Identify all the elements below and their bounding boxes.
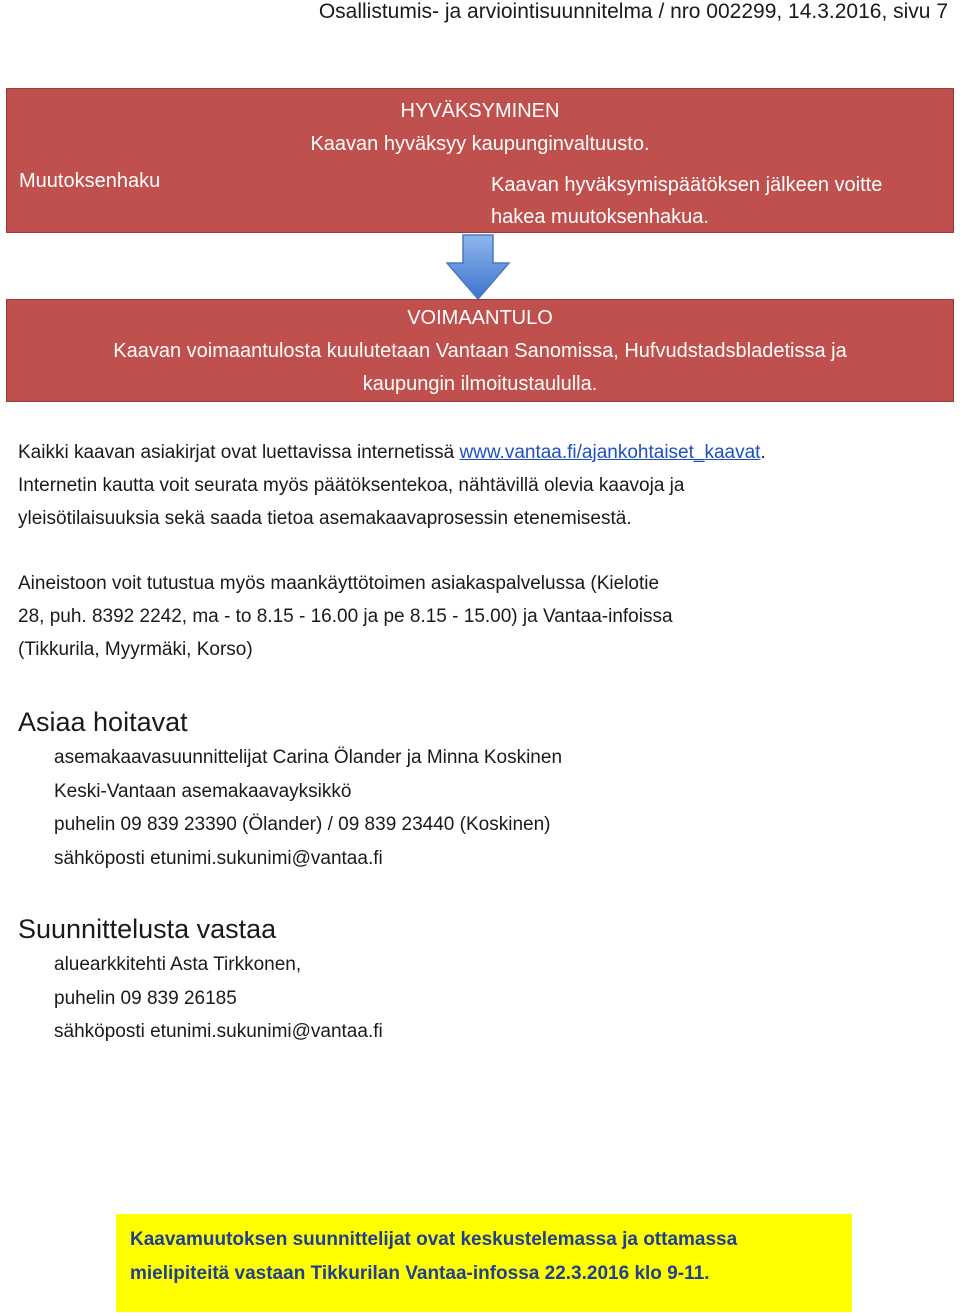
event-notice-box	[116, 1214, 852, 1312]
plans-link[interactable]: www.vantaa.fi/ajankohtaiset_kaavat	[459, 442, 761, 463]
responsible-line: sähköposti etunimi.sukunimi@vantaa.fi	[54, 1021, 383, 1042]
appeal-text-line: Kaavan hyväksymispäätöksen jälkeen voitte	[491, 174, 883, 196]
appeal-text-line: hakea muutoksenhakua.	[491, 206, 709, 228]
materials-paragraph	[18, 567, 948, 666]
responsible-heading: Suunnittelusta vastaa	[18, 914, 277, 944]
materials-line: 28, puh. 8392 2242, ma - to 8.15 - 16.00 ja pe 8.15 - 15.00) ja Vantaa-infoissa	[18, 606, 673, 627]
documents-period: .	[760, 442, 766, 463]
contact-line: puhelin 09 839 23390 (Ölander) / 09 839 23440 (Koskinen)	[54, 814, 551, 835]
contact-line: sähköposti etunimi.sukunimi@vantaa.fi	[54, 847, 383, 869]
effect-box	[6, 299, 954, 402]
contact-line: asemakaavasuunnittelijat Carina Ölander ja Minna Koskinen	[54, 747, 563, 768]
approval-text: Kaavan hyväksyy kaupunginvaltuusto.	[310, 133, 650, 155]
effect-title: VOIMAANTULO	[407, 307, 553, 329]
notice-line: mielipiteitä vastaan Tikkurilan Vantaa-infossa 22.3.2016 klo 9-11.	[130, 1263, 710, 1284]
approval-title: HYVÄKSYMINEN	[400, 100, 560, 122]
appeal-label: Muutoksenhaku	[19, 170, 161, 192]
documents-text: Kaikki kaavan asiakirjat ovat luettavissa internetissä	[18, 442, 460, 463]
page-header: Osallistumis- ja arviointisuunnitelma / nro 002299, 14.3.2016, sivu 7	[318, 0, 948, 23]
effect-text-line: kaupungin ilmoitustaululla.	[362, 373, 598, 395]
documents-line: yleisötilaisuuksia sekä saada tietoa asemakaavaprosessin etenemisestä.	[18, 508, 632, 529]
materials-line: (Tikkurila, Myyrmäki, Korso)	[18, 639, 253, 660]
contacts-heading: Asiaa hoitavat	[18, 707, 188, 737]
approval-box	[6, 88, 954, 233]
notice-line: Kaavamuutoksen suunnittelijat ovat keskustelemassa ja ottamassa	[130, 1229, 738, 1250]
responsible-line: puhelin 09 839 26185	[54, 987, 237, 1009]
contact-line: Keski-Vantaan asemakaavayksikkö	[54, 780, 352, 802]
materials-line: Aineistoon voit tutustua myös maankäyttötoimen asiakaspalvelussa (Kielotie	[18, 573, 660, 594]
documents-paragraph	[18, 436, 948, 535]
responsible-list	[54, 948, 934, 1049]
effect-text-line: Kaavan voimaantulosta kuulutetaan Vantaan Sanomissa, Hufvudstadsbladetissa ja	[113, 340, 847, 362]
appeal-text	[491, 169, 941, 233]
documents-line: Internetin kautta voit seurata myös päätöksentekoa, nähtävillä olevia kaavoja ja	[18, 475, 685, 496]
responsible-line: aluearkkitehti Asta Tirkkonen,	[54, 954, 302, 975]
contacts-list	[54, 741, 934, 875]
down-arrow-icon	[446, 234, 510, 300]
documents-line	[18, 436, 948, 469]
